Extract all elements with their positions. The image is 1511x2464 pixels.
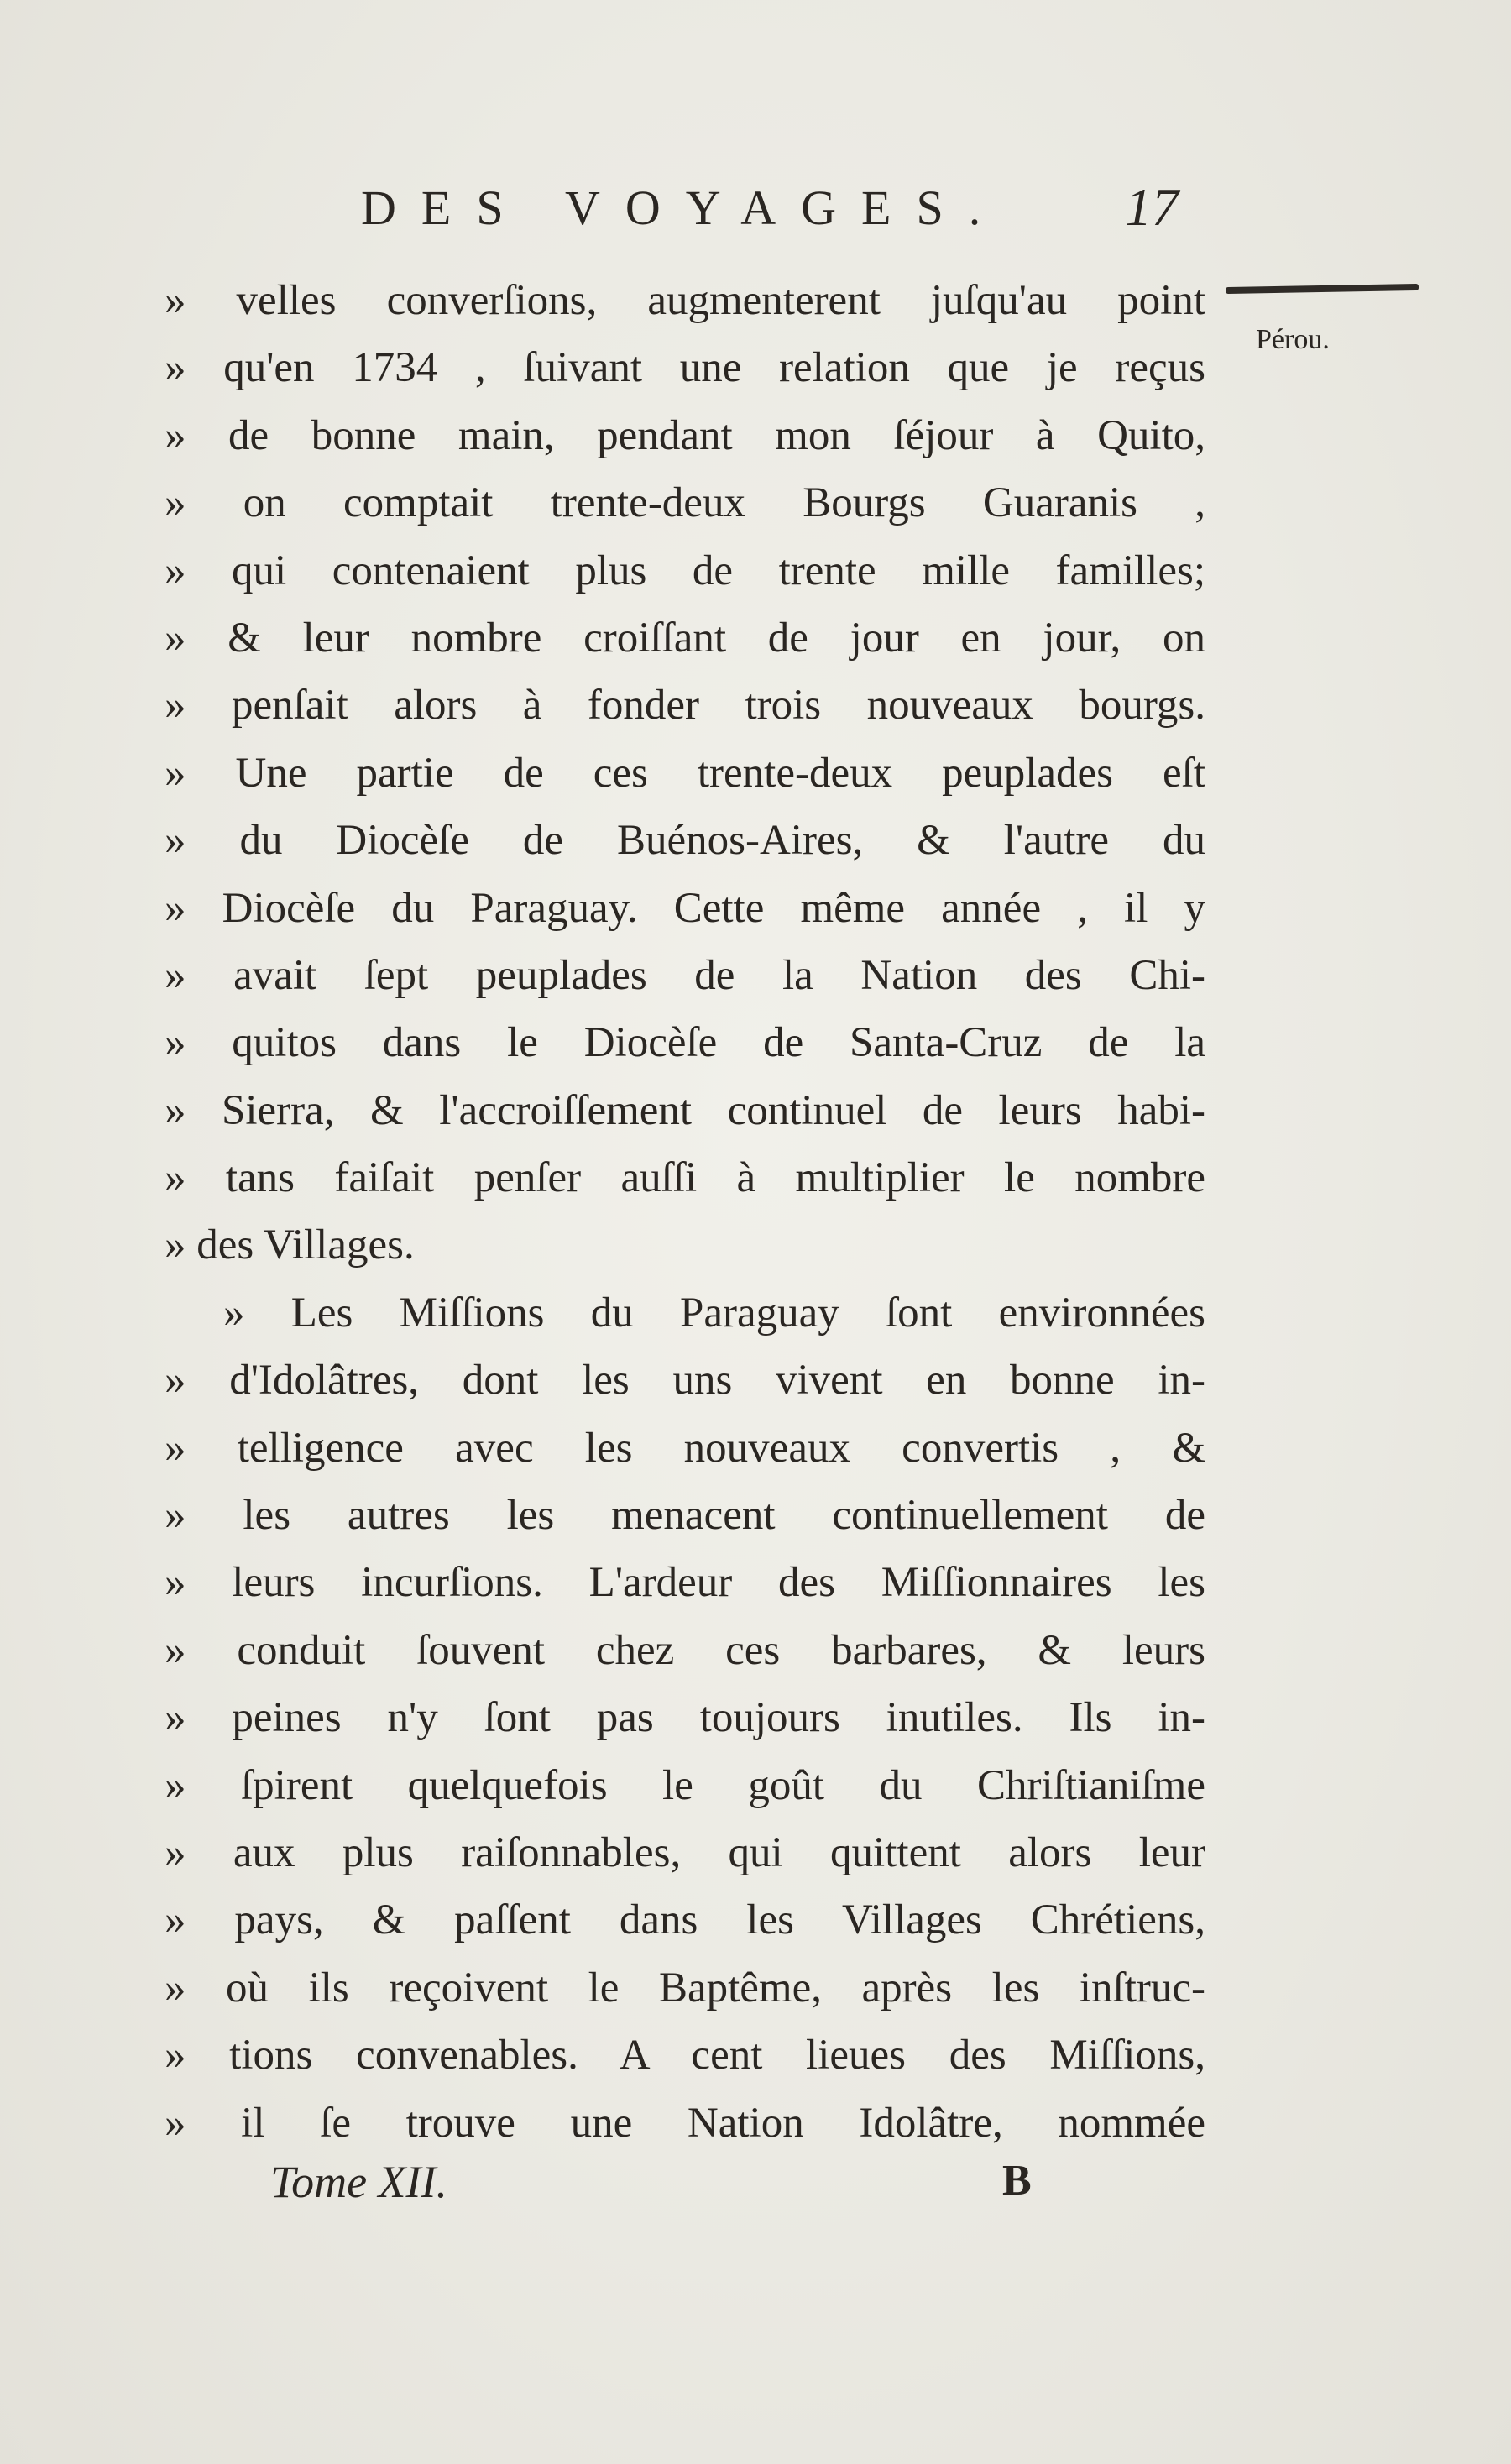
body-text (165, 267, 1205, 2157)
text-line: » de bonne main, pendant mon ſéjour à Quito, (165, 411, 1205, 459)
text-line: » il ſe trouve une Nation Idolâtre, nommée (165, 2099, 1205, 2147)
margin-rule (1226, 284, 1419, 294)
text-line: » du Diocèſe de Buénos-Aires, & l'autre du (165, 817, 1205, 865)
volume-label: Tome XII. (270, 2157, 447, 2207)
signature-mark: B (1002, 2157, 1032, 2205)
text-line: » leurs incurſions. L'ardeur des Miſſionnaires les (165, 1559, 1205, 1607)
text-line: » d'Idolâtres, dont les uns vivent en bonne in- (165, 1357, 1205, 1405)
text-line: » velles converſions, augmenterent juſqu'au point (165, 277, 1205, 324)
text-line: » où ils reçoivent le Baptême, après les inſtruc- (165, 1964, 1205, 2011)
text-line: » des Villages. (165, 1222, 415, 1269)
page-header (361, 177, 1200, 255)
text-line: » les autres les menacent continuellement de (165, 1492, 1205, 1540)
text-line: » Diocèſe du Paraguay. Cette même année , il y (165, 884, 1205, 932)
text-line: » pays, & paſſent dans les Villages Chrétiens, (165, 1896, 1205, 1944)
text-line: » ſpirent quelquefois le goût du Chriſtianiſme (165, 1761, 1205, 1809)
text-line: » peines n'y ſont pas toujours inutiles. Ils in- (165, 1694, 1205, 1742)
text-line: » telligence avec les nouveaux convertis , & (165, 1424, 1205, 1472)
text-line: » Une partie de ces trente-deux peuplades eſt (165, 749, 1205, 797)
text-line: » aux plus raiſonnables, qui quittent alors leur (165, 1828, 1205, 1876)
margin-note: Pérou. (1256, 324, 1330, 355)
text-line: » Les Miſſions du Paraguay ſont environnées (223, 1289, 1205, 1337)
page-footer (270, 2156, 1032, 2223)
text-line: » & leur nombre croiſſant de jour en jour, on (165, 614, 1205, 662)
text-line: » penſait alors à fonder trois nouveaux bourgs. (165, 682, 1205, 730)
text-line: » qu'en 1734 , ſuivant une relation que je reçus (165, 344, 1205, 392)
text-line: » on comptait trente-deux Bourgs Guaranis , (165, 479, 1205, 527)
text-line: » quitos dans le Diocèſe de Santa-Cruz de la (165, 1019, 1205, 1067)
page-number: 17 (1125, 177, 1179, 237)
text-line: » tions convenables. A cent lieues des Miſſions, (165, 2032, 1205, 2079)
text-line: » avait ſept peuplades de la Nation des Chi- (165, 951, 1205, 999)
text-line: » conduit ſouvent chez ces barbares, & leurs (165, 1626, 1205, 1674)
text-line: » Sierra, & l'accroiſſement continuel de leurs habi- (165, 1086, 1205, 1134)
running-title: DES VOYAGES. (361, 180, 1006, 235)
text-line: » qui contenaient plus de trente mille familles; (165, 547, 1205, 594)
text-line: » tans faiſait penſer auſſi à multiplier le nombre (165, 1154, 1205, 1202)
